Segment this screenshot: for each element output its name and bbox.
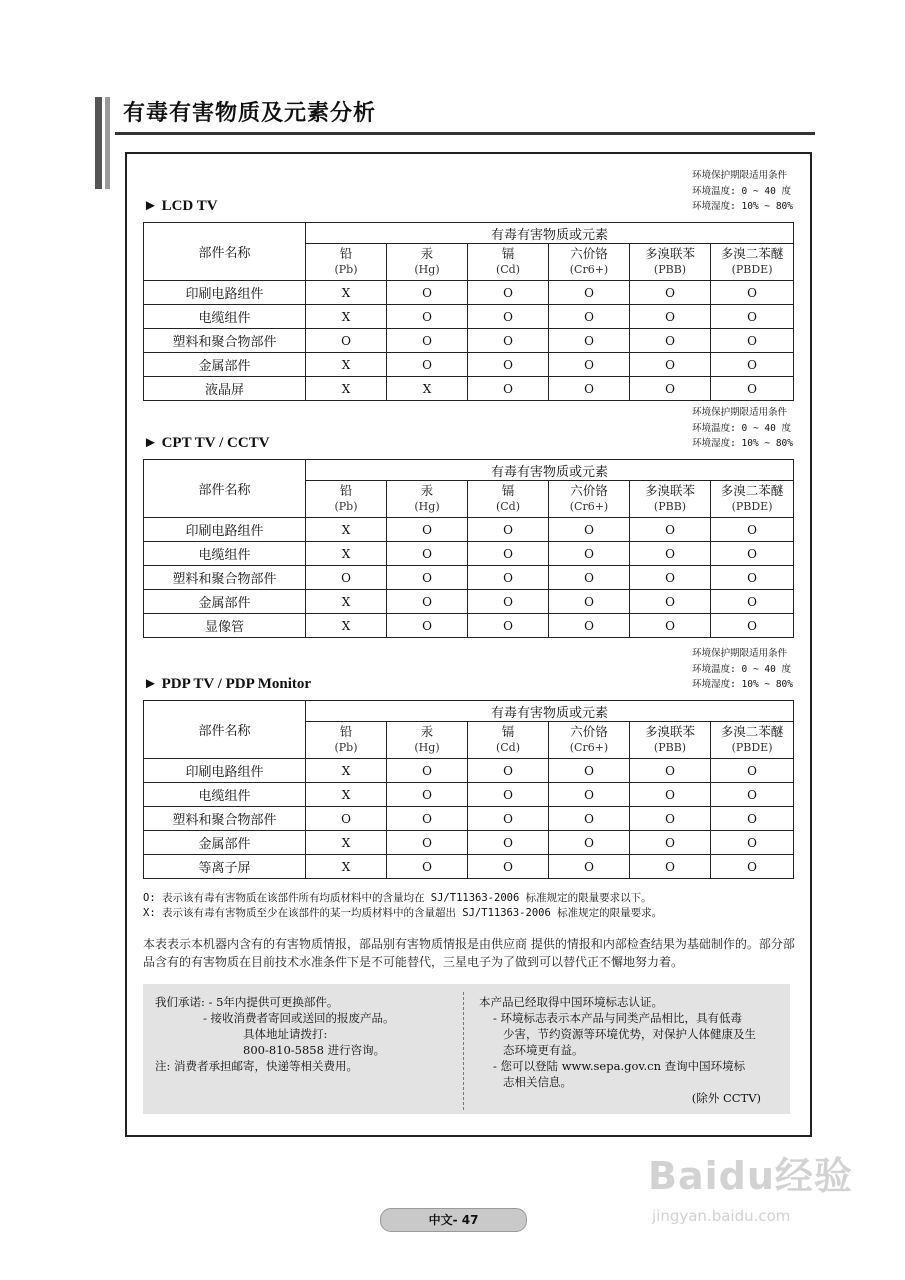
- table-row: [144, 831, 794, 855]
- substance-symbol: (PBDE): [731, 741, 773, 754]
- substance-column-header: [630, 244, 711, 281]
- substance-column-header: [549, 722, 630, 759]
- page-title: 有毒有害物质及元素分析: [123, 101, 377, 126]
- table-row: [144, 759, 794, 783]
- legend-x: X: 表示该有毒有害物质至少在该部件的某一均质材料中的含量超出 SJ/T11363-2006 标准规定的限量要求。: [143, 907, 663, 919]
- section-title: ► PDP TV / PDP Monitor: [143, 676, 312, 692]
- value-cell: O: [468, 831, 549, 855]
- value-cell: O: [630, 807, 711, 831]
- value-cell: O: [387, 329, 468, 353]
- value-cell: O: [630, 281, 711, 305]
- value-cell: O: [468, 542, 549, 566]
- value-cell: O: [549, 614, 630, 638]
- substance-name: 汞: [420, 483, 434, 498]
- value-cell: O: [387, 855, 468, 879]
- value-cell: X: [306, 518, 387, 542]
- substance-symbol: (Hg): [414, 500, 440, 513]
- commitment-text: [155, 994, 455, 1074]
- part-name-cell: 印刷电路组件: [144, 281, 306, 305]
- eco-line: - 您可以登陆 www.sepa.gov.cn 查询中国环境标: [493, 1059, 746, 1073]
- part-name-cell: 塑料和聚合物部件: [144, 566, 306, 590]
- substance-symbol: (PBB): [653, 500, 687, 513]
- title-accent-bar-secondary: [105, 97, 110, 189]
- substance-name: 汞: [420, 724, 434, 739]
- table-row: [144, 353, 794, 377]
- value-cell: O: [549, 305, 630, 329]
- substance-column-header: [711, 244, 794, 281]
- value-cell: O: [549, 353, 630, 377]
- value-cell: O: [630, 614, 711, 638]
- conditions-block: [692, 646, 793, 693]
- value-cell: O: [711, 281, 794, 305]
- substance-column-header: [387, 481, 468, 518]
- value-cell: O: [711, 518, 794, 542]
- substance-column-header: [711, 481, 794, 518]
- value-cell: O: [711, 305, 794, 329]
- value-cell: O: [387, 518, 468, 542]
- value-cell: O: [387, 831, 468, 855]
- section-title: ► LCD TV: [143, 198, 218, 214]
- value-cell: O: [468, 305, 549, 329]
- legend: [143, 891, 803, 921]
- value-cell: O: [387, 281, 468, 305]
- eco-line: 态环境更有益。: [503, 1043, 584, 1057]
- part-name-cell: 塑料和聚合物部件: [144, 807, 306, 831]
- value-cell: X: [306, 831, 387, 855]
- substance-column-header: [468, 481, 549, 518]
- substance-symbol: (Pb): [334, 500, 358, 513]
- substance-group-header: 有毒有害物质或元素: [306, 223, 794, 244]
- table-row: [144, 590, 794, 614]
- value-cell: O: [468, 518, 549, 542]
- substance-name: 镉: [501, 246, 515, 261]
- box-divider: [463, 992, 464, 1110]
- value-cell: O: [468, 353, 549, 377]
- substance-name: 多溴二苯醚: [720, 724, 784, 739]
- value-cell: O: [387, 566, 468, 590]
- substance-symbol: (Hg): [414, 263, 440, 276]
- substance-name: 镉: [501, 724, 515, 739]
- substance-column-header: [468, 722, 549, 759]
- substance-name: 六价铬: [570, 483, 608, 498]
- substance-name: 铅: [339, 246, 353, 261]
- value-cell: O: [711, 566, 794, 590]
- table-row: [144, 783, 794, 807]
- value-cell: O: [549, 281, 630, 305]
- value-cell: O: [630, 566, 711, 590]
- part-name-cell: 金属部件: [144, 353, 306, 377]
- commitment-line: - 接收消费者寄回或送回的报废产品。: [203, 1011, 395, 1025]
- value-cell: O: [630, 353, 711, 377]
- legend-o: O: 表示该有毒有害物质在该部件所有均质材料中的含量均在 SJ/T11363-2006 标准规定的限量要求以下。: [143, 892, 652, 904]
- substance-name: 多溴联苯: [644, 246, 695, 261]
- condition-line: 环境保护期限适用条件: [692, 648, 788, 659]
- condition-line: 环境湿度: 10% ~ 80%: [692, 679, 793, 690]
- value-cell: O: [549, 855, 630, 879]
- value-cell: O: [711, 377, 794, 401]
- substance-table: [143, 700, 794, 879]
- substance-symbol: (Cd): [495, 500, 521, 513]
- value-cell: O: [630, 518, 711, 542]
- part-name-header: 部件名称: [144, 223, 306, 281]
- value-cell: O: [468, 807, 549, 831]
- value-cell: X: [306, 377, 387, 401]
- value-cell: O: [387, 614, 468, 638]
- value-cell: O: [468, 566, 549, 590]
- value-cell: O: [711, 807, 794, 831]
- substance-symbol: (Hg): [414, 741, 440, 754]
- substance-column-header: [630, 481, 711, 518]
- value-cell: O: [387, 807, 468, 831]
- substance-name: 六价铬: [570, 246, 608, 261]
- substance-column-header: [549, 481, 630, 518]
- value-cell: O: [468, 614, 549, 638]
- substance-symbol: (PBB): [653, 263, 687, 276]
- conditions-block: [692, 168, 793, 215]
- value-cell: O: [549, 807, 630, 831]
- part-name-cell: 塑料和聚合物部件: [144, 329, 306, 353]
- substance-column-header: [468, 244, 549, 281]
- substance-name: 镉: [501, 483, 515, 498]
- substance-symbol: (PBB): [653, 741, 687, 754]
- value-cell: O: [468, 590, 549, 614]
- value-cell: X: [306, 590, 387, 614]
- value-cell: X: [306, 783, 387, 807]
- substance-column-header: [630, 722, 711, 759]
- value-cell: O: [549, 377, 630, 401]
- condition-line: 环境保护期限适用条件: [692, 407, 788, 418]
- condition-line: 环境温度: 0 ~ 40 度: [692, 185, 792, 197]
- conditions-block: [692, 405, 793, 452]
- table-row: [144, 305, 794, 329]
- condition-line: 环境湿度: 10% ~ 80%: [692, 201, 793, 212]
- substance-name: 多溴联苯: [644, 724, 695, 739]
- value-cell: X: [306, 281, 387, 305]
- page-number: 中文- 47: [380, 1208, 527, 1232]
- substance-symbol: (Cr6+): [569, 263, 609, 276]
- substance-symbol: (Cr6+): [569, 741, 609, 754]
- value-cell: O: [549, 759, 630, 783]
- value-cell: O: [711, 831, 794, 855]
- value-cell: O: [468, 855, 549, 879]
- substance-name: 多溴二苯醚: [720, 483, 784, 498]
- value-cell: O: [630, 783, 711, 807]
- value-cell: O: [630, 542, 711, 566]
- value-cell: O: [387, 590, 468, 614]
- explanatory-note: 本表表示本机器内含有的有害物质情报，部品别有害物质情报是由供应商 提供的情报和内部检查结果为基础制作的。部分部品含有的有害物质在目前技术水准条件下是不可能替代，三星电子为了做到可以替代正不懈地努力着。: [143, 937, 795, 969]
- part-name-header: 部件名称: [144, 701, 306, 759]
- value-cell: O: [630, 831, 711, 855]
- substance-column-header: [387, 722, 468, 759]
- title-accent-bar: [95, 97, 102, 189]
- value-cell: O: [711, 614, 794, 638]
- part-name-cell: 印刷电路组件: [144, 759, 306, 783]
- part-name-cell: 等离子屏: [144, 855, 306, 879]
- value-cell: O: [468, 329, 549, 353]
- substance-column-header: [306, 244, 387, 281]
- part-name-cell: 电缆组件: [144, 542, 306, 566]
- substance-group-header: 有毒有害物质或元素: [306, 701, 794, 722]
- substance-column-header: [549, 244, 630, 281]
- substance-name: 铅: [339, 483, 353, 498]
- value-cell: O: [306, 566, 387, 590]
- substance-symbol: (Cr6+): [569, 500, 609, 513]
- eco-label-text: [479, 994, 779, 1106]
- baidu-watermark: [648, 1145, 853, 1225]
- substance-name: 汞: [420, 246, 434, 261]
- value-cell: O: [468, 377, 549, 401]
- condition-line: 环境温度: 0 ~ 40 度: [692, 663, 792, 675]
- value-cell: O: [711, 542, 794, 566]
- substance-table: [143, 459, 794, 638]
- value-cell: O: [387, 759, 468, 783]
- substance-symbol: (Cd): [495, 263, 521, 276]
- value-cell: O: [387, 783, 468, 807]
- value-cell: O: [387, 353, 468, 377]
- value-cell: O: [306, 807, 387, 831]
- value-cell: O: [468, 759, 549, 783]
- substance-symbol: (PBDE): [731, 263, 773, 276]
- value-cell: O: [711, 759, 794, 783]
- value-cell: O: [549, 590, 630, 614]
- watermark-logo: Baidu经验: [648, 1154, 853, 1198]
- value-cell: O: [549, 566, 630, 590]
- value-cell: O: [306, 329, 387, 353]
- table-row: [144, 329, 794, 353]
- watermark-url: jingyan.baidu.com: [652, 1207, 791, 1225]
- eco-line: 少害，节约资源等环境优势，对保护人体健康及生: [503, 1027, 756, 1041]
- condition-line: 环境湿度: 10% ~ 80%: [692, 438, 793, 449]
- substance-column-header: [306, 722, 387, 759]
- eco-line: - 环境标志表示本产品与同类产品相比，具有低毒: [493, 1011, 743, 1025]
- table-row: [144, 807, 794, 831]
- value-cell: X: [306, 542, 387, 566]
- substance-symbol: (Pb): [334, 263, 358, 276]
- substance-name: 铅: [339, 724, 353, 739]
- value-cell: O: [711, 783, 794, 807]
- value-cell: O: [630, 305, 711, 329]
- title-rule: [115, 132, 815, 135]
- part-name-cell: 显像管: [144, 614, 306, 638]
- condition-line: 环境温度: 0 ~ 40 度: [692, 422, 792, 434]
- part-name-cell: 金属部件: [144, 590, 306, 614]
- table-row: [144, 377, 794, 401]
- value-cell: X: [306, 759, 387, 783]
- value-cell: O: [549, 518, 630, 542]
- value-cell: X: [306, 305, 387, 329]
- value-cell: O: [711, 353, 794, 377]
- substance-symbol: (Pb): [334, 741, 358, 754]
- substance-column-header: [306, 481, 387, 518]
- value-cell: O: [711, 855, 794, 879]
- part-name-cell: 印刷电路组件: [144, 518, 306, 542]
- substance-name: 多溴二苯醚: [720, 246, 784, 261]
- value-cell: O: [711, 329, 794, 353]
- commitment-line: 我们承诺: - 5年内提供可更换部件。: [155, 995, 339, 1009]
- substance-name: 六价铬: [570, 724, 608, 739]
- value-cell: O: [630, 590, 711, 614]
- table-row: [144, 566, 794, 590]
- value-cell: O: [711, 590, 794, 614]
- value-cell: O: [549, 783, 630, 807]
- substance-column-header: [711, 722, 794, 759]
- value-cell: X: [387, 377, 468, 401]
- table-row: [144, 542, 794, 566]
- table-row: [144, 855, 794, 879]
- value-cell: O: [387, 305, 468, 329]
- substance-group-header: 有毒有害物质或元素: [306, 460, 794, 481]
- value-cell: O: [630, 759, 711, 783]
- substance-symbol: (Cd): [495, 741, 521, 754]
- value-cell: O: [468, 281, 549, 305]
- value-cell: O: [630, 855, 711, 879]
- part-name-header: 部件名称: [144, 460, 306, 518]
- substance-column-header: [387, 244, 468, 281]
- value-cell: O: [549, 831, 630, 855]
- value-cell: X: [306, 855, 387, 879]
- part-name-cell: 液晶屏: [144, 377, 306, 401]
- condition-line: 环境保护期限适用条件: [692, 170, 788, 181]
- value-cell: O: [630, 329, 711, 353]
- table-row: [144, 518, 794, 542]
- commitment-line: 注: 消费者承担邮寄，快递等相关费用。: [155, 1059, 359, 1073]
- value-cell: X: [306, 614, 387, 638]
- value-cell: O: [549, 542, 630, 566]
- value-cell: X: [306, 353, 387, 377]
- commitment-box: [143, 984, 790, 1114]
- eco-line: 志相关信息。: [503, 1075, 572, 1089]
- part-name-cell: 金属部件: [144, 831, 306, 855]
- table-row: [144, 281, 794, 305]
- commitment-line: 具体地址请拨打:: [243, 1027, 328, 1041]
- value-cell: O: [549, 329, 630, 353]
- substance-symbol: (PBDE): [731, 500, 773, 513]
- value-cell: O: [630, 377, 711, 401]
- part-name-cell: 电缆组件: [144, 305, 306, 329]
- value-cell: O: [387, 542, 468, 566]
- commitment-line: 800-810-5858 进行咨询。: [243, 1043, 386, 1057]
- substance-name: 多溴联苯: [644, 483, 695, 498]
- value-cell: O: [468, 783, 549, 807]
- substance-table: [143, 222, 794, 401]
- section-title: ► CPT TV / CCTV: [143, 435, 270, 451]
- part-name-cell: 电缆组件: [144, 783, 306, 807]
- eco-line: (除外 CCTV): [691, 1091, 761, 1105]
- table-row: [144, 614, 794, 638]
- eco-line: 本产品已经取得中国环境标志认证。: [479, 995, 663, 1009]
